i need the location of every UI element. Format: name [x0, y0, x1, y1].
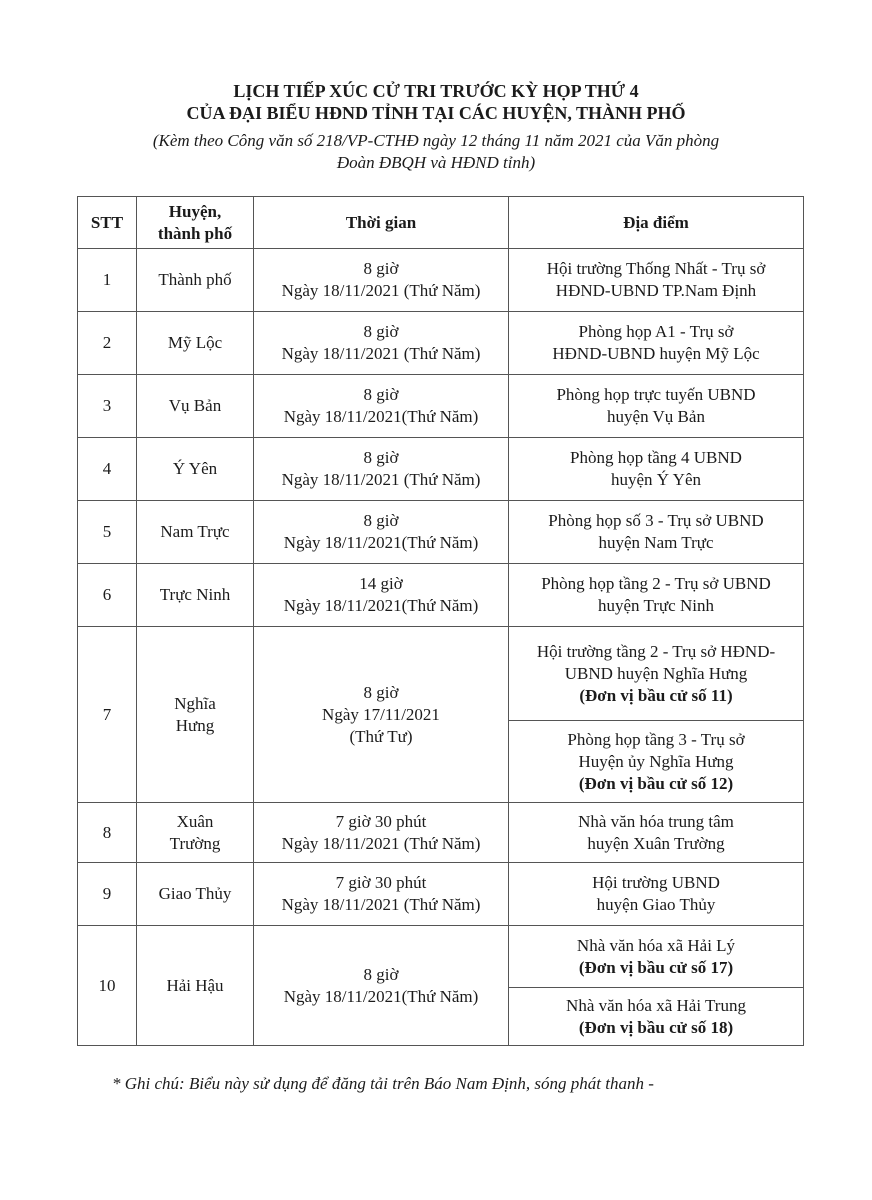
cell-place-line: Nhà văn hóa xã Hải Trung	[566, 995, 746, 1015]
electoral-unit: (Đơn vị bầu cử số 11)	[579, 685, 733, 705]
cell-stt: 9	[78, 863, 137, 926]
cell-place-line: Hội trường Thống Nhất - Trụ sở	[546, 259, 766, 278]
cell-time-line: 8 giờ	[363, 259, 399, 278]
cell-place-line: huyện Ý Yên	[610, 470, 701, 489]
electoral-unit: (Đơn vị bầu cử số 12)	[578, 773, 734, 793]
table-row	[78, 863, 804, 926]
cell-place	[509, 438, 804, 501]
cell-stt: 1	[78, 249, 137, 312]
table-row	[78, 501, 804, 564]
cell-time-line: Ngày 18/11/2021(Thứ Năm)	[283, 596, 479, 615]
cell-place	[509, 721, 804, 803]
cell-time-line: Ngày 18/11/2021(Thứ Năm)	[283, 407, 479, 426]
cell-stt: 4	[78, 438, 137, 501]
cell-place-line: Hội trường UBND	[592, 873, 720, 892]
cell-district-line: Thành phố	[158, 270, 232, 289]
cell-time-line: 7 giờ 30 phút	[335, 811, 427, 831]
cell-stt: 7	[78, 627, 137, 803]
cell-time	[254, 863, 509, 926]
cell-time-line: 8 giờ	[363, 682, 399, 702]
cell-time-line: Ngày 18/11/2021(Thứ Năm)	[283, 533, 479, 552]
table-row	[78, 312, 804, 375]
cell-place	[509, 627, 804, 721]
cell-stt: 8	[78, 803, 137, 863]
cell-time-line: 8 giờ	[363, 448, 399, 467]
cell-district-line: Hải Hậu	[166, 975, 224, 995]
cell-place-line: Phòng họp số 3 - Trụ sở UBND	[548, 511, 764, 530]
cell-stt: 6	[78, 564, 137, 627]
document-subtitle	[90, 130, 782, 174]
cell-place	[509, 249, 804, 312]
cell-district	[137, 926, 254, 1046]
cell-place-line: Nhà văn hóa xã Hải Lý	[576, 935, 736, 955]
table-row	[78, 564, 804, 627]
cell-district-line: Nam Trực	[160, 522, 230, 541]
cell-district-line: Ý Yên	[172, 459, 218, 478]
cell-stt: 3	[78, 375, 137, 438]
cell-time-line: Ngày 17/11/2021	[322, 704, 440, 724]
cell-district-line: Mỹ Lộc	[167, 333, 223, 352]
table-body	[78, 249, 804, 1046]
table-row	[78, 375, 804, 438]
title-line-1: LỊCH TIẾP XÚC CỬ TRI TRƯỚC KỲ HỌP THỨ 4	[233, 81, 639, 101]
cell-time-line: 8 giờ	[363, 322, 399, 341]
table-row	[78, 249, 804, 312]
cell-time	[254, 501, 509, 564]
cell-place-line: Phòng họp tầng 4 UBND	[570, 448, 742, 467]
cell-place-line: UBND huyện Nghĩa Hưng	[564, 663, 748, 683]
cell-time	[254, 803, 509, 863]
cell-time	[254, 627, 509, 803]
cell-place	[509, 863, 804, 926]
cell-place-line: Hội trường tầng 2 - Trụ sở HĐND-	[536, 641, 776, 661]
cell-district-line: Giao Thủy	[158, 884, 232, 903]
cell-time-line: 8 giờ	[363, 511, 399, 530]
header-stt: STT	[78, 197, 137, 249]
cell-time-line: Ngày 18/11/2021 (Thứ Năm)	[281, 895, 481, 914]
cell-place-line: huyện Nam Trực	[598, 533, 714, 552]
cell-place	[509, 926, 804, 988]
cell-place	[509, 501, 804, 564]
cell-time-line: Ngày 18/11/2021(Thứ Năm)	[283, 986, 479, 1006]
cell-time-line: Ngày 18/11/2021 (Thứ Năm)	[281, 470, 481, 489]
cell-place-line: HĐND-UBND huyện Mỹ Lộc	[552, 344, 760, 363]
cell-district	[137, 438, 254, 501]
document-title	[0, 80, 872, 124]
cell-place-line: Phòng họp tầng 3 - Trụ sở	[567, 729, 745, 749]
cell-place-line: Phòng họp A1 - Trụ sở	[578, 322, 734, 341]
cell-district-line: Nghĩa	[174, 693, 216, 713]
table-row	[78, 926, 804, 988]
cell-time-line: (Thứ Tư)	[349, 726, 413, 746]
table-header-row	[78, 197, 804, 249]
cell-time-line: 8 giờ	[363, 964, 399, 984]
footnote: * Ghi chú: Biểu này sử dụng để đăng tải trên Báo Nam Định, sóng phát thanh -	[112, 1074, 654, 1093]
cell-time-line: Ngày 18/11/2021 (Thứ Năm)	[281, 344, 481, 363]
cell-district	[137, 564, 254, 627]
cell-place-line: Phòng họp tầng 2 - Trụ sở UBND	[541, 574, 771, 593]
cell-place-line: huyện Trực Ninh	[598, 596, 714, 615]
cell-stt: 10	[78, 926, 137, 1046]
cell-time-line: Ngày 18/11/2021 (Thứ Năm)	[281, 833, 481, 853]
cell-district	[137, 501, 254, 564]
cell-place-line: Huyện ủy Nghĩa Hưng	[578, 751, 734, 771]
header-district: Huyện, thành phố	[137, 197, 254, 249]
cell-place-line: Nhà văn hóa trung tâm	[578, 811, 734, 831]
cell-time-line: 8 giờ	[363, 385, 399, 404]
cell-district-line: Trường	[169, 833, 221, 853]
cell-district-line: Hưng	[175, 715, 215, 735]
cell-district	[137, 375, 254, 438]
cell-place	[509, 312, 804, 375]
cell-place-line: huyện Giao Thủy	[596, 895, 716, 914]
cell-stt: 2	[78, 312, 137, 375]
cell-place	[509, 564, 804, 627]
cell-place	[509, 803, 804, 863]
cell-time-line: 14 giờ	[359, 574, 403, 593]
cell-district	[137, 863, 254, 926]
table-row	[78, 438, 804, 501]
cell-district-line: Vụ Bản	[168, 396, 222, 415]
cell-time	[254, 564, 509, 627]
cell-time	[254, 438, 509, 501]
cell-place	[509, 375, 804, 438]
table-row	[78, 627, 804, 721]
cell-district-line: Trực Ninh	[159, 585, 231, 604]
cell-time	[254, 312, 509, 375]
cell-time-line: Ngày 18/11/2021 (Thứ Năm)	[281, 281, 481, 300]
header-time: Thời gian	[254, 197, 509, 249]
electoral-unit: (Đơn vị bầu cử số 17)	[578, 957, 734, 977]
cell-stt: 5	[78, 501, 137, 564]
cell-time-line: 7 giờ 30 phút	[335, 873, 427, 892]
cell-place-line: Phòng họp trực tuyến UBND	[556, 385, 756, 404]
cell-district	[137, 249, 254, 312]
cell-district-line: Xuân	[176, 811, 214, 831]
cell-district	[137, 803, 254, 863]
cell-time	[254, 926, 509, 1046]
table-row	[78, 803, 804, 863]
cell-district	[137, 312, 254, 375]
schedule-table	[77, 196, 804, 1046]
header-place: Địa điểm	[509, 197, 804, 249]
cell-place-line: huyện Xuân Trường	[587, 833, 725, 853]
cell-place	[509, 988, 804, 1046]
cell-place-line: HĐND-UBND TP.Nam Định	[555, 281, 757, 300]
subtitle-line-1: (Kèm theo Công văn số 218/VP-CTHĐ ngày 12 tháng 11 năm 2021 của Văn phòng	[152, 131, 720, 150]
cell-district	[137, 627, 254, 803]
subtitle-line-2: Đoàn ĐBQH và HĐND tỉnh)	[336, 153, 536, 172]
electoral-unit: (Đơn vị bầu cử số 18)	[578, 1017, 734, 1037]
title-line-2: CỦA ĐẠI BIỂU HĐND TỈNH TẠI CÁC HUYỆN, THÀNH PHỐ	[186, 103, 686, 123]
cell-time	[254, 249, 509, 312]
cell-time	[254, 375, 509, 438]
cell-place-line: huyện Vụ Bản	[607, 407, 705, 426]
